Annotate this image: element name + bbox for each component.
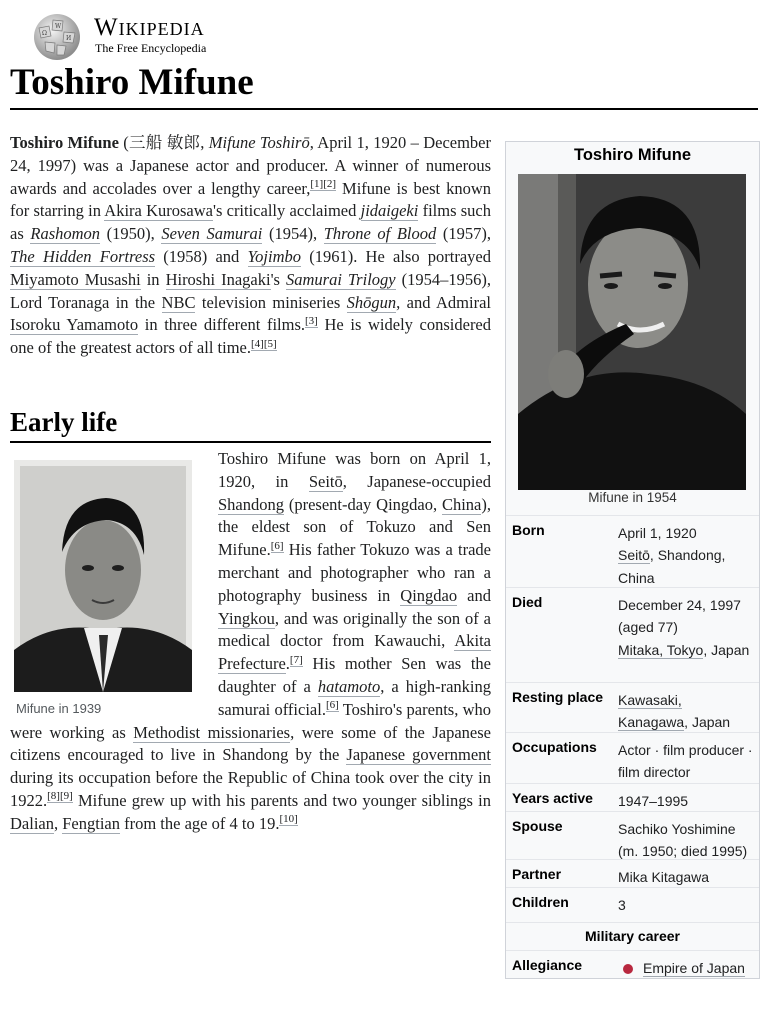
reference-link[interactable]: [1] bbox=[310, 178, 324, 191]
wikipedia-wordmark[interactable]: Wikipedia bbox=[94, 14, 205, 41]
photo-mifune-1939[interactable] bbox=[14, 460, 192, 692]
link-samurai-trilogy[interactable]: Samurai Trilogy bbox=[285, 269, 396, 289]
photo-mifune-1954[interactable] bbox=[518, 174, 746, 490]
infobox-row-years-active bbox=[506, 783, 759, 812]
infobox-photo-caption: Mifune in 1954 bbox=[588, 490, 677, 505]
early-life-paragraph: Mifune in 1939 Toshiro Mifune was born on April 1, 1920, in Seitō, Japanese-occupied Shandong (present-day Qingdao, China), the eldest son of Tokuzo and Sen Mifune.[6] His father Tokuzo was a trade merchant and photographer who ran a photography business in Qingdao and Yingkou, and was originally the son of a medical doctor from Kawauchi, Akita Prefecture.[7] His mother Sen was the daughter of a hatamoto, a high-ranking samurai official.[6] Toshiro's parents, who were working as Methodist missionaries, were some of the Japanese citizens encouraged to live in Shandong by the Japanese government during its occupation before the Republic of China took over the city in 1922.[8][9] Mifune grew up with his parents and two younger siblings in Dalian, Fengtian from the age of 4 to 19.[10] bbox=[10, 449, 491, 833]
infobox-row-spouse bbox=[506, 811, 759, 860]
link-mitaka-tokyo[interactable]: Mitaka, Tokyo bbox=[618, 641, 704, 658]
link-akita-prefecture[interactable]: Akita Prefecture bbox=[218, 631, 491, 674]
svg-text:W: W bbox=[55, 23, 62, 30]
reference-link[interactable]: [4] bbox=[251, 337, 264, 350]
svg-text:И: И bbox=[66, 35, 72, 42]
infobox-row-partner bbox=[506, 859, 759, 888]
reference-link[interactable]: [5] bbox=[263, 337, 277, 350]
infobox-value-died: December 24, 1997 (aged 77) Mitaka, Tokyo, Japan bbox=[618, 597, 750, 658]
infobox-row-children bbox=[506, 887, 759, 916]
reference-link[interactable]: [9] bbox=[59, 790, 73, 803]
article-subject-name: Toshiro Mifune bbox=[10, 133, 119, 152]
infobox-label-died: Died bbox=[512, 594, 543, 610]
infobox-label-partner: Partner bbox=[512, 866, 562, 882]
infobox-label-allegiance: Allegiance bbox=[512, 957, 583, 973]
section-divider bbox=[10, 441, 491, 443]
page-title: Toshiro Mifune bbox=[10, 62, 254, 103]
infobox-value-resting-place: Kawasaki, Kanagawa, Japan bbox=[618, 692, 731, 731]
link-miyamoto-musashi[interactable]: Miyamoto Musashi bbox=[10, 269, 141, 289]
kanji-name: 三船 敏郎 bbox=[128, 133, 201, 152]
figure-caption-1939: Mifune in 1939 bbox=[16, 701, 102, 716]
infobox-row-occupations bbox=[506, 732, 759, 784]
link-japanese-government[interactable]: Japanese government bbox=[346, 745, 491, 765]
infobox-value-years-active: 1947–1995 bbox=[618, 793, 689, 809]
figure-mifune-1939 bbox=[10, 452, 206, 720]
link-qingdao[interactable]: Qingdao bbox=[400, 585, 458, 605]
infobox-label-born: Born bbox=[512, 522, 545, 538]
reference-link[interactable]: [3] bbox=[305, 314, 318, 327]
title-divider bbox=[10, 108, 758, 110]
link-kawasaki[interactable]: Kawasaki, bbox=[618, 692, 682, 708]
section-heading-early-life: Early life bbox=[10, 407, 118, 437]
reference-link[interactable]: [2] bbox=[323, 178, 337, 191]
infobox-label-years-active: Years active bbox=[512, 790, 593, 806]
infobox-value-occupations: Actor · film producer · film director bbox=[618, 742, 753, 781]
link-hidden-fortress[interactable]: The Hidden Fortress bbox=[10, 246, 156, 266]
infobox-row-allegiance bbox=[506, 950, 759, 979]
link-nbc[interactable]: NBC bbox=[161, 292, 196, 312]
link-yingkou[interactable]: Yingkou bbox=[218, 608, 275, 628]
infobox-row-born bbox=[506, 515, 759, 588]
link-shandong[interactable]: Shandong bbox=[218, 494, 284, 514]
infobox-value-children: 3 bbox=[618, 897, 626, 913]
reference-link[interactable]: [6] bbox=[270, 539, 284, 552]
link-akira-kurosawa[interactable]: Akira Kurosawa bbox=[104, 201, 213, 221]
svg-text:Ω: Ω bbox=[42, 30, 47, 37]
reference-link[interactable]: [6] bbox=[325, 699, 339, 712]
infobox-row-died bbox=[506, 587, 759, 683]
infobox-section-military-career: Military career bbox=[506, 922, 759, 953]
link-empire-of-japan[interactable]: Empire of Japan bbox=[643, 960, 745, 976]
reference-link[interactable]: [8] bbox=[47, 790, 60, 803]
link-hiroshi-inagaki[interactable]: Hiroshi Inagaki bbox=[165, 269, 271, 289]
link-china[interactable]: China bbox=[441, 494, 482, 514]
link-yojimbo[interactable]: Yojimbo bbox=[247, 246, 302, 266]
link-isoroku-yamamoto[interactable]: Isoroku Yamamoto bbox=[10, 315, 139, 335]
link-hatamoto[interactable]: hatamoto bbox=[317, 676, 381, 696]
link-seito[interactable]: Seitō bbox=[308, 471, 343, 491]
link-seito-infobox[interactable]: Seitō bbox=[618, 547, 650, 564]
wikipedia-tagline: The Free Encyclopedia bbox=[95, 41, 207, 55]
infobox-value-allegiance bbox=[623, 957, 763, 979]
infobox-value-partner: Mika Kitagawa bbox=[618, 869, 710, 885]
link-fengtian[interactable]: Fengtian bbox=[62, 813, 120, 833]
infobox-label-children: Children bbox=[512, 894, 569, 910]
reference-link[interactable]: [7] bbox=[289, 653, 303, 666]
infobox-value-spouse: Sachiko Yoshimine (m. 1950; died 1995) bbox=[618, 821, 748, 860]
link-throne-of-blood[interactable]: Throne of Blood bbox=[323, 224, 437, 244]
infobox-label-spouse: Spouse bbox=[512, 818, 563, 834]
infobox-label-resting-place: Resting place bbox=[512, 689, 604, 705]
link-married-abbrev[interactable]: m. bbox=[622, 843, 639, 860]
flag-icon bbox=[623, 964, 633, 974]
infobox-row-resting-place bbox=[506, 682, 759, 733]
link-seven-samurai[interactable]: Seven Samurai bbox=[161, 224, 263, 244]
reference-link[interactable]: [10] bbox=[279, 813, 298, 826]
link-methodist-missionaries[interactable]: Methodist missionaries bbox=[133, 722, 291, 742]
infobox-value-born: April 1, 1920 Seitō, Shandong, China bbox=[618, 525, 726, 586]
wikipedia-globe-logo[interactable] bbox=[31, 12, 83, 62]
infobox bbox=[505, 141, 760, 979]
infobox-title: Toshiro Mifune bbox=[573, 146, 691, 164]
link-jidaigeki[interactable]: jidaigeki bbox=[360, 201, 419, 221]
romaji-name: Mifune Toshirō bbox=[208, 133, 310, 152]
lead-paragraph: Toshiro Mifune (三船 敏郎, Mifune Toshirō, April 1, 1920 – December 24, 1997) was a Japanese actor and producer. A winner of numerous awards and accolades over a lengthy career,[1][2] Mifune is best known for starring in Akira Kurosawa's critically acclaimed jidaigeki films such as Rashomon (1950), Seven Samurai (1954), Throne of Blood (1957), The Hidden Fortress (1958) and Yojimbo (1961). He also portrayed Miyamoto Musashi in Hiroshi Inagaki's Samurai Trilogy (1954–1956), Lord Toranaga in the NBC television miniseries Shōgun, and Admiral Isoroku Yamamoto in three different films.[3] He is widely considered one of the greatest actors of all time.[4][5] bbox=[10, 133, 492, 358]
infobox-label-occupations: Occupations bbox=[512, 739, 597, 755]
link-rashomon[interactable]: Rashomon bbox=[30, 224, 101, 244]
link-dalian[interactable]: Dalian bbox=[10, 813, 54, 833]
link-shogun[interactable]: Shōgun bbox=[346, 292, 397, 312]
link-kanagawa[interactable]: Kanagawa bbox=[618, 714, 685, 731]
